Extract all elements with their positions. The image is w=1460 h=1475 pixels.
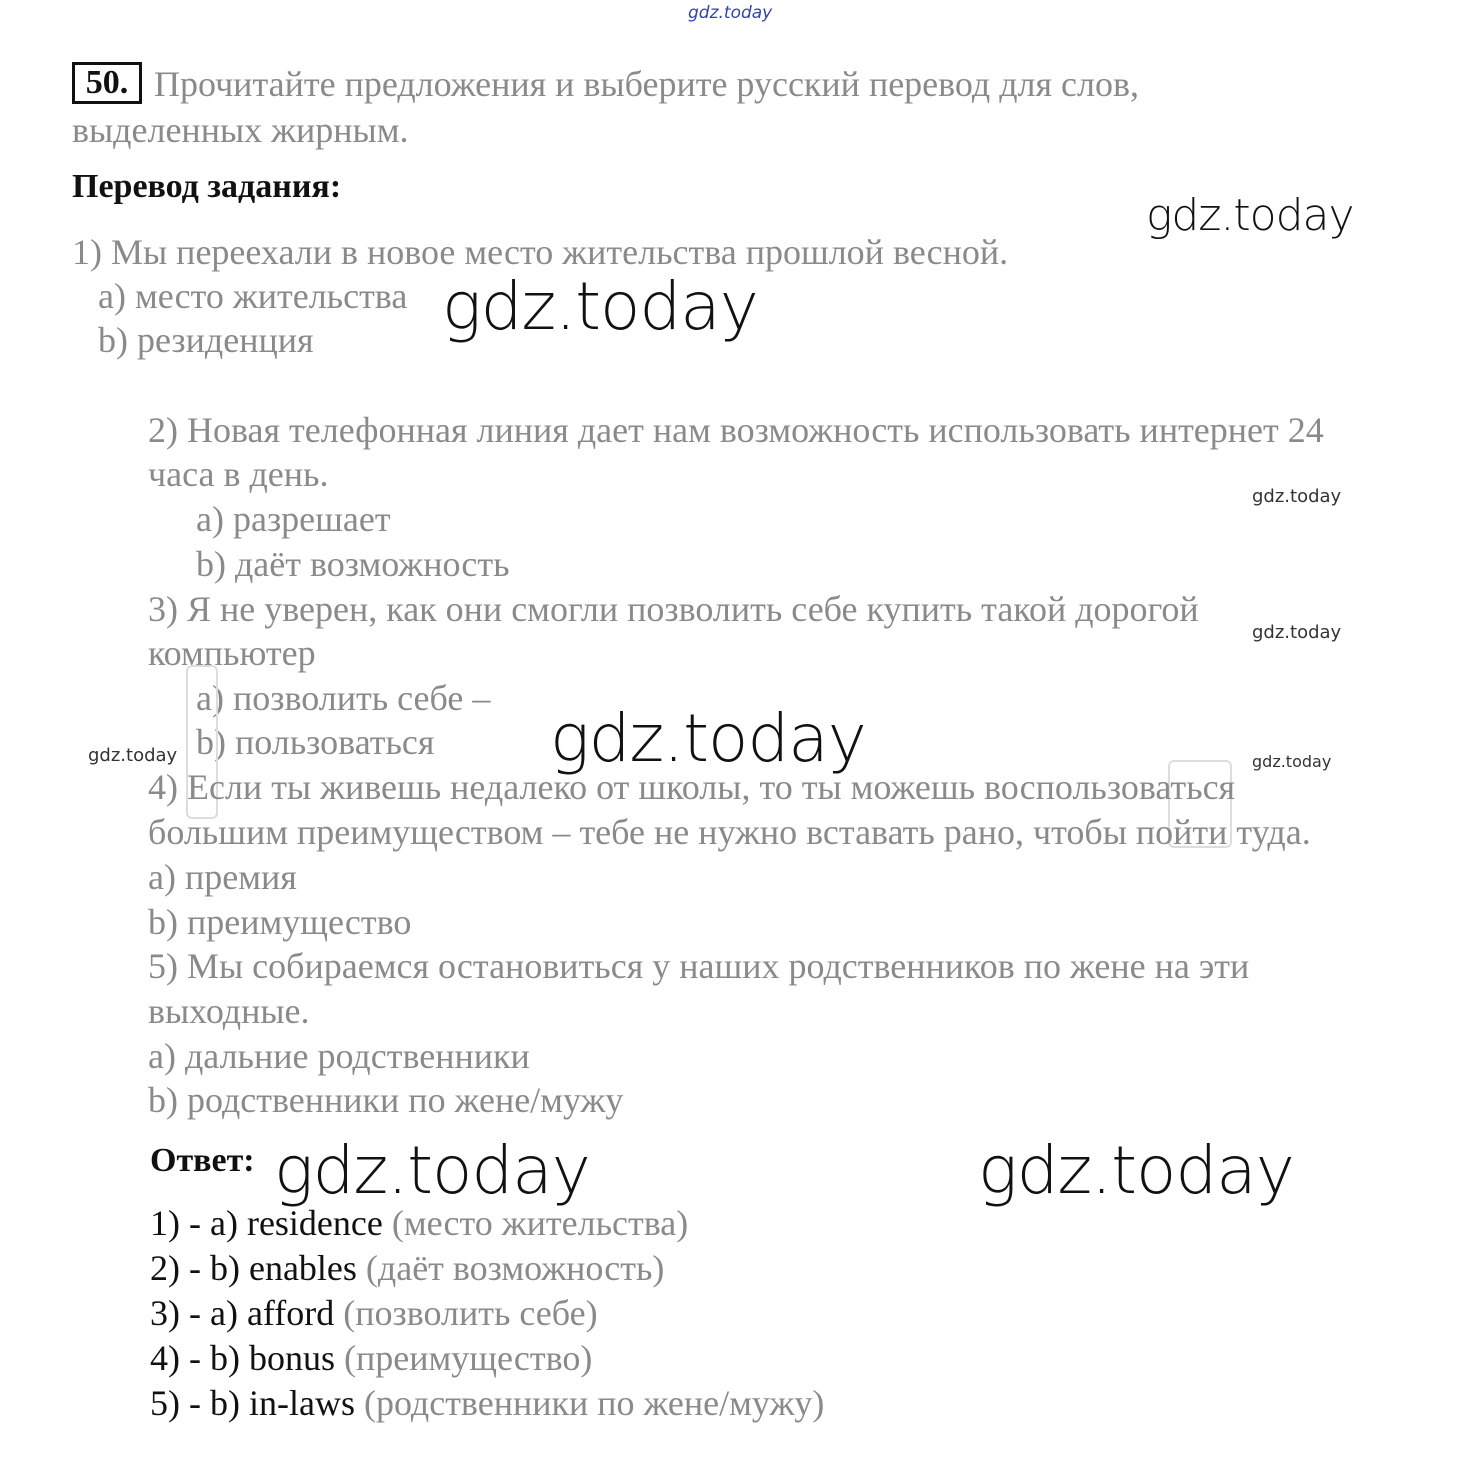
answer-row: [150, 1246, 664, 1290]
answer-word: bonus: [248, 1338, 335, 1378]
q1-option-b: b) резиденция: [98, 320, 314, 360]
q4-text-1: 4) Если ты живешь недалеко от школы, то ты можешь воспользоваться: [148, 767, 1236, 807]
answer-word: in-laws: [248, 1383, 355, 1423]
q3-text-2: компьютер: [148, 633, 316, 673]
q5-option-a: a) дальние родственники: [148, 1036, 530, 1076]
q2-text-2: часа в день.: [148, 454, 329, 494]
q5-text-2: выходные.: [148, 991, 310, 1031]
q5-option-b: b) родственники по жене/мужу: [148, 1080, 624, 1120]
answer-prefix: 1) - a): [150, 1203, 247, 1243]
answer-translation: (даёт возможность): [356, 1248, 665, 1288]
exercise-number: 50.: [72, 62, 142, 104]
q3-option-b: b) пользоваться: [196, 722, 435, 762]
answer-prefix: 2) - b): [150, 1248, 249, 1288]
answer-heading: Ответ:: [150, 1142, 255, 1179]
translation-heading: Перевод задания:: [72, 168, 342, 205]
instruction-line-1: Прочитайте предложения и выберите русский перевод для слов,: [154, 64, 1139, 104]
watermark-top: gdz.today: [688, 3, 773, 23]
q1-text: 1) Мы переехали в новое место жительства прошлой весной.: [72, 232, 1009, 272]
watermark: gdz.today: [88, 745, 178, 766]
q5-text-1: 5) Мы собираемся остановиться у наших родственников по жене на эти: [148, 946, 1250, 986]
answer-translation: (преимущество): [334, 1338, 593, 1378]
watermark: gdz.today: [550, 700, 866, 777]
q4-text-2: большим преимуществом – тебе не нужно вставать рано, чтобы пойти туда.: [148, 812, 1311, 852]
q1-option-a: a) место жительства: [98, 276, 408, 316]
watermark: gdz.today: [442, 268, 758, 345]
watermark: gdz.today: [1146, 190, 1354, 241]
answer-word: residence: [246, 1203, 383, 1243]
answer-row: [150, 1381, 824, 1425]
watermark: gdz.today: [1252, 486, 1342, 507]
watermark: gdz.today: [978, 1132, 1294, 1209]
q4-option-a: a) премия: [148, 857, 297, 897]
instruction-line-2: выделенных жирным.: [72, 110, 409, 150]
watermark: gdz.today: [1252, 622, 1342, 643]
q2-text-1: 2) Новая телефонная линия дает нам возможность использовать интернет 24: [148, 410, 1324, 450]
q3-option-a: a) позволить себе –: [196, 678, 491, 718]
answer-translation: (позволить себе): [334, 1293, 598, 1333]
answer-word: enables: [248, 1248, 357, 1288]
answer-prefix: 4) - b): [150, 1338, 249, 1378]
q2-option-b: b) даёт возможность: [196, 544, 510, 584]
answer-prefix: 3) - a): [150, 1293, 247, 1333]
answer-prefix: 5) - b): [150, 1383, 249, 1423]
answer-row: [150, 1336, 592, 1380]
answer-translation: (родственники по жене/мужу): [354, 1383, 825, 1423]
q4-option-b: b) преимущество: [148, 902, 412, 942]
answer-translation: (место жительства): [382, 1203, 689, 1243]
q3-text-1: 3) Я не уверен, как они смогли позволить себе купить такой дорогой: [148, 589, 1199, 629]
watermark: gdz.today: [1252, 752, 1332, 771]
answer-row: [150, 1291, 598, 1335]
watermark: gdz.today: [274, 1132, 590, 1209]
q2-option-a: a) разрешает: [196, 499, 391, 539]
answer-word: afford: [246, 1293, 335, 1333]
